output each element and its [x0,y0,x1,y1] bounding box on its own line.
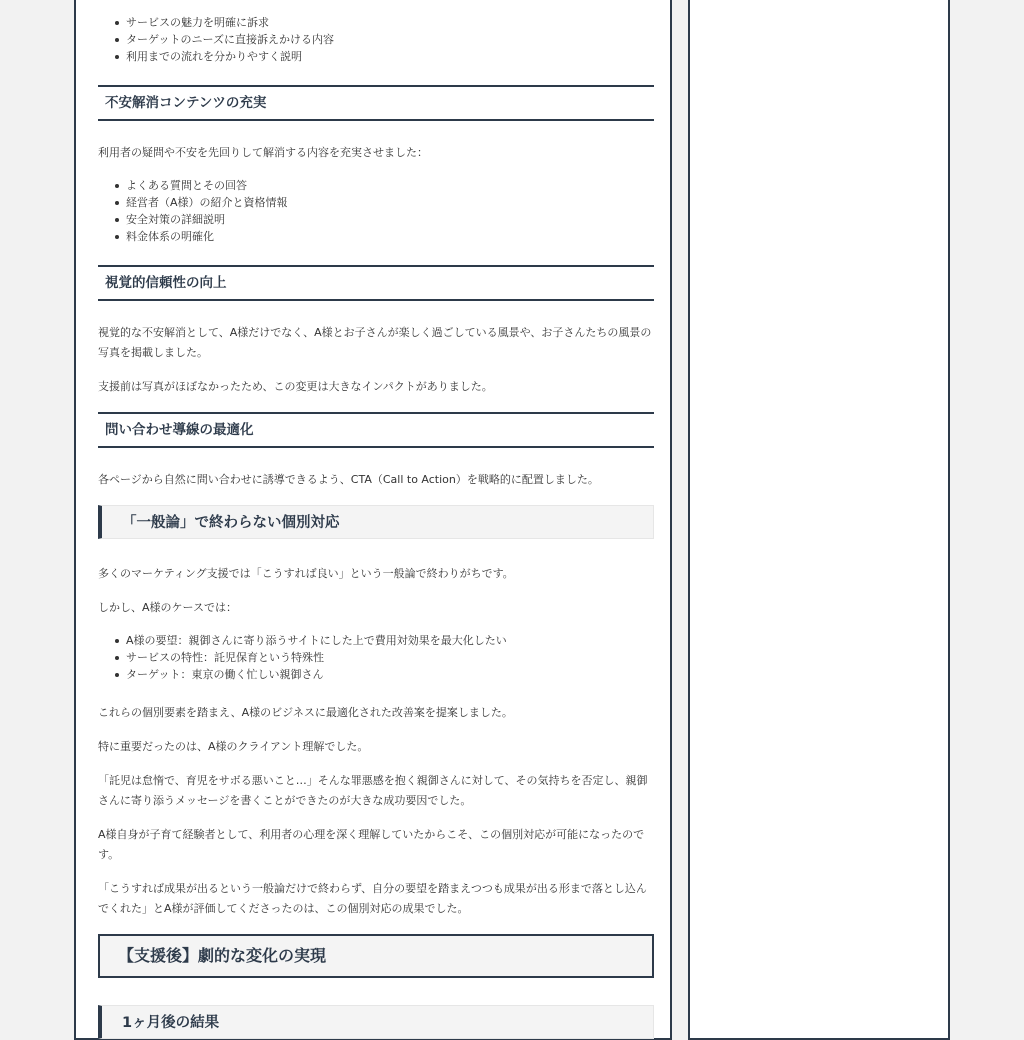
heading-cta: 問い合わせ導線の最適化 [98,412,654,448]
heading-visual: 視覚的信頼性の向上 [98,265,654,301]
list-item: サービスの魅力を明確に訴求 [126,14,654,31]
individual-para1: 多くのマーケティング支援では「こうすれば良い」という一般論で終わりがちです。 [98,567,514,580]
list-item: サービスの特性：託児保育という特殊性 [126,649,654,666]
individual-para7: 「こうすれば成果が出るという一般論だけで終わらず、自分の要望を踏まえつつも成果が出る形まで落とし込んでくれた」とA様が評価してくださったのは、この個別対応の成果でした。 [98,882,647,915]
individual-para2: しかし、A様のケースでは： [98,601,237,614]
list-item: ターゲットのニーズに直接訴えかける内容 [126,31,654,48]
list-item: 利用までの流れを分かりやすく説明 [126,48,654,65]
individual-para5: 「託児は怠惰で、育児をサボる悪いこと…」そんな罪悪感を抱く親御さんに対して、その気持ちを否定し、親御さんに寄り添うメッセージを書くことができたのが大きな成功要因でした。 [98,774,648,807]
heading-individual: 「一般論」で終わらない個別対応 [98,505,654,539]
list-item: 経営者（A様）の紹介と資格情報 [126,194,654,211]
visual-para1: 視覚的な不安解消として、A様だけでなく、A様とお子さんが楽しく過ごしている風景や、お子さんたちの風景の写真を掲載しました。 [98,326,652,359]
sidebar-card [688,0,950,1040]
heading-anxiety: 不安解消コンテンツの充実 [98,85,654,121]
list-item: A様の要望：親御さんに寄り添うサイトにした上で費用対効果を最大化したい [126,632,654,649]
cta-para: 各ページから自然に問い合わせに誘導できるよう、CTA（Call to Action）を戦略的に配置しました。 [98,473,599,486]
heading-one-month: 1ヶ月後の結果 [98,1005,654,1039]
individual-para6: A様自身が子育て経験者として、利用者の心理を深く理解していたからこそ、この個別対応が可能になったのです。 [98,828,645,861]
individual-list [98,632,654,683]
visual-para2: 支援前は写真がほぼなかったため、この変更は大きなインパクトがありました。 [98,380,493,393]
list-item: ターゲット：東京の働く忙しい親御さん [126,666,654,683]
article-card [74,0,672,1040]
heading-after: 【支援後】劇的な変化の実現 [98,934,654,978]
anxiety-list [98,177,654,245]
list-item: 料金体系の明確化 [126,228,654,245]
intro-list [98,14,654,65]
individual-para3: これらの個別要素を踏まえ、A様のビジネスに最適化された改善案を提案しました。 [98,706,513,719]
anxiety-lead: 利用者の疑問や不安を先回りして解消する内容を充実させました： [98,146,428,159]
list-item: よくある質問とその回答 [126,177,654,194]
list-item: 安全対策の詳細説明 [126,211,654,228]
individual-para4: 特に重要だったのは、A様のクライアント理解でした。 [98,740,369,753]
